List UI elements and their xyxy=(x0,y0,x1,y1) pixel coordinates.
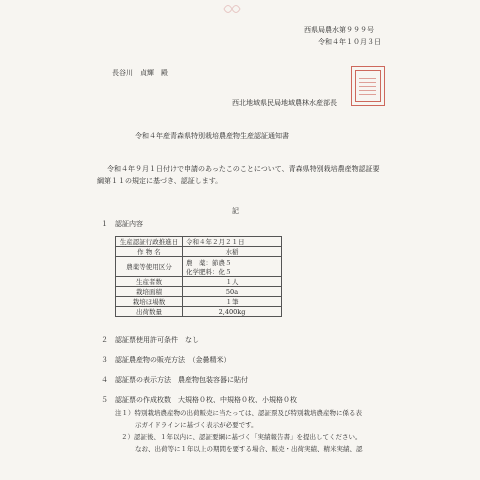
note-1-line-2: 示ガイドラインに基づく表示が必要です。 xyxy=(135,421,258,429)
table-label-crop: 作 物 名 xyxy=(116,247,183,257)
table-value-pesticide-a: 農 薬：節農５ xyxy=(186,258,232,267)
table-row xyxy=(116,257,282,277)
table-value-pesticide xyxy=(183,257,282,277)
table-row xyxy=(116,307,282,317)
note-2-line-2: なお、出荷等に１年以上の期間を要する場合、販売・出荷実績、精米実績、認 xyxy=(135,445,363,453)
table-label-pesticide: 農薬等使用区分 xyxy=(116,257,183,277)
table-label-quantity: 出荷数量 xyxy=(116,307,183,317)
document-date: 令和４年１０月３日 xyxy=(318,38,381,46)
table-value-crop: 水稲 xyxy=(183,247,282,257)
table-value-date: 令和４年２月２１日 xyxy=(183,237,282,247)
recipient-name: 長谷川 貞輝 殿 xyxy=(112,69,168,77)
table-value-area: 50a xyxy=(183,287,282,297)
section-3: ３ 認証農産物の販売方法 （金曇精米） xyxy=(101,356,231,364)
section-1-heading: １ 認証内容 xyxy=(101,220,143,228)
document-title: 令和４年産青森県特別栽培農産物生産認証通知書 xyxy=(135,132,289,140)
watermark-ornament-icon xyxy=(222,2,242,16)
section-2: ２ 認証票使用許可条件 なし xyxy=(101,336,199,344)
table-value-producers: １人 xyxy=(183,277,282,287)
ki-heading: 記 xyxy=(232,207,239,215)
table-row xyxy=(116,277,282,287)
section-4: ４ 認証票の表示方法 農産物包装容器に貼付 xyxy=(101,376,248,384)
body-line-2: 綱第１１の規定に基づき、認証します。 xyxy=(97,177,223,185)
certification-table xyxy=(115,236,282,317)
table-label-producers: 生産者数 xyxy=(116,277,183,287)
table-row xyxy=(116,287,282,297)
note-1-line-1: 注１）特別栽培農産物の出荷販売に当たっては、認証票及び特別栽培農産物に係る表 xyxy=(115,409,362,417)
table-label-fields: 栽培ほ場数 xyxy=(116,297,183,307)
table-row xyxy=(116,237,282,247)
table-value-fields: １筆 xyxy=(183,297,282,307)
section-5: ５ 認証票の作成枚数 大規格０枚、中規格０枚、小規格０枚 xyxy=(101,396,297,404)
document-number: 西県局農水第９９９号 xyxy=(304,26,374,34)
table-row xyxy=(116,247,282,257)
table-row xyxy=(116,297,282,307)
body-line-1: 令和４年９月１日付けで申請のあったこのことについて、青森県特別栽培農産物認証要 xyxy=(107,165,380,173)
table-value-pesticide-b: 化学肥料：化５ xyxy=(186,267,232,276)
official-seal-stamp xyxy=(351,66,385,106)
table-label-area: 栽培面積 xyxy=(116,287,183,297)
sender-name: 西北地域県民局地域農林水産部長 xyxy=(232,99,337,107)
table-label-date: 生産認証行政推進日 xyxy=(116,237,183,247)
note-2-line-1: ２）認証後、１年以内に、認証要綱に基づく「実績報告書」を提出してください。 xyxy=(121,433,362,441)
table-value-quantity: 2,400kg xyxy=(183,307,282,317)
